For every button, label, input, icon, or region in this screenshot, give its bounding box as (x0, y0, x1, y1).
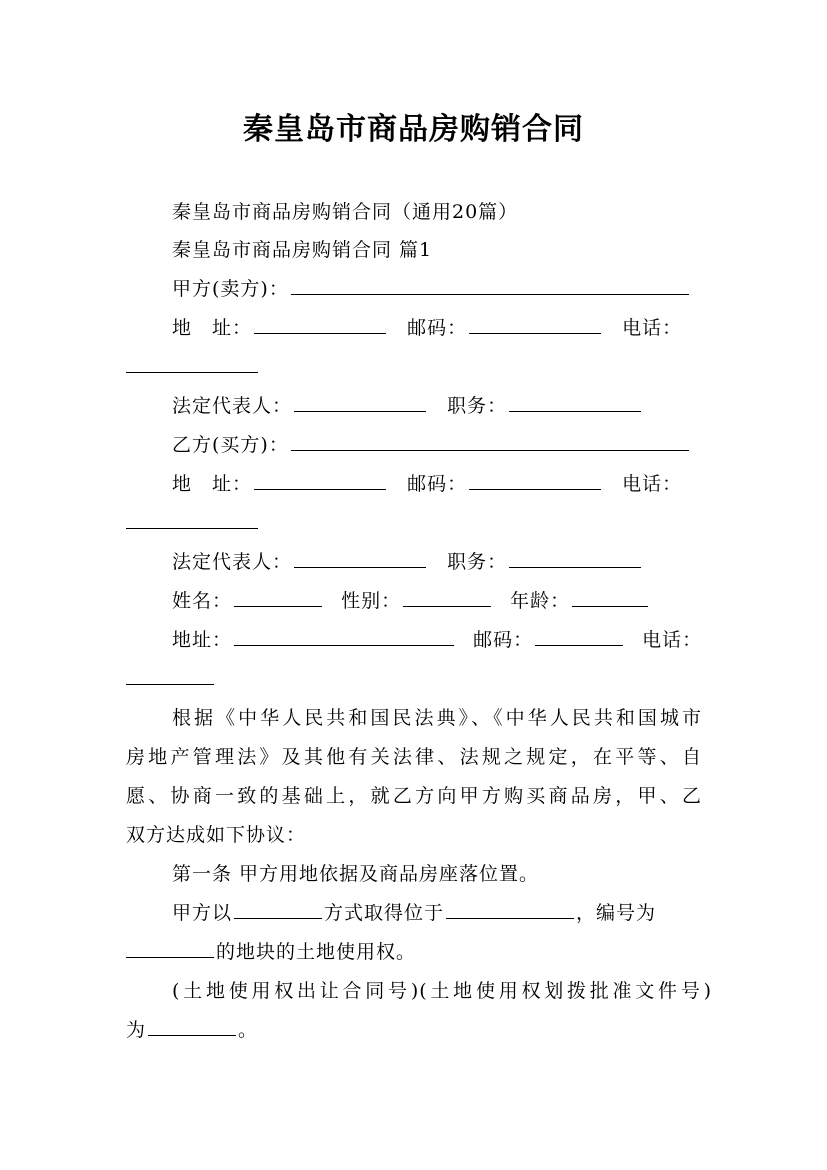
plot-number-field[interactable] (126, 935, 214, 958)
party-b-legal-rep-field[interactable] (294, 545, 426, 568)
party-b-row (172, 426, 752, 465)
contract-number-field[interactable] (148, 1013, 236, 1036)
party-b-position-label: 职务： (447, 551, 508, 573)
preamble-line-1: 根据《中华人民共和国民法典》、《中华人民共和国城市 (172, 707, 702, 729)
party-a-legal-rep-row (172, 387, 752, 426)
article-1-text-f: 。 (238, 1019, 259, 1041)
party-a-phone-field[interactable] (126, 350, 258, 373)
party-a-address-field[interactable] (254, 311, 386, 334)
party-a-address-label: 地 址： (172, 317, 253, 339)
article-1-line-2 (126, 933, 706, 972)
preamble-line-4: 双方达成如下协议： (126, 824, 307, 846)
article-1-line-4 (126, 1011, 706, 1050)
party-b-name-label: 姓名： (172, 590, 233, 612)
article-1-text-d: 的地块的土地使用权。 (216, 941, 417, 963)
party-b-phone2-label: 电话： (642, 629, 703, 651)
article-1-line-3: (土地使用权出让合同号)(土地使用权划拨批准文件号) (172, 980, 712, 1002)
party-b-age-field[interactable] (572, 584, 648, 607)
document-title: 秦皇岛市商品房购销合同 (243, 112, 584, 147)
party-b-phone-field[interactable] (126, 506, 258, 529)
article-1-text-e: 为 (126, 1019, 147, 1041)
section-title: 秦皇岛市商品房购销合同 篇1 (172, 239, 433, 261)
party-a-position-label: 职务： (447, 395, 508, 417)
party-b-address-row (172, 465, 752, 504)
party-b-gender-field[interactable] (403, 584, 491, 607)
party-b-age-label: 年龄： (510, 590, 571, 612)
party-b-address-label: 地 址： (172, 473, 253, 495)
party-b-postcode-field[interactable] (469, 467, 601, 490)
preamble-line-2: 房地产管理法》及其他有关法律、法规之规定，在平等、自 (126, 746, 702, 768)
party-b-phone2-row (126, 660, 706, 699)
party-a-label: 甲方(卖方)： (172, 278, 289, 300)
party-b-address-field[interactable] (254, 467, 386, 490)
party-b-label: 乙方(买方)： (172, 434, 289, 456)
party-a-postcode-label: 邮码： (407, 317, 468, 339)
article-1-line-1 (172, 894, 702, 933)
party-b-postcode2-label: 邮码： (473, 629, 534, 651)
party-b-phone-row (126, 504, 706, 543)
party-a-position-field[interactable] (509, 389, 641, 412)
party-b-phone2-field[interactable] (126, 662, 214, 685)
party-a-address-row (172, 309, 752, 348)
article-1-text-b: 方式取得位于 (324, 902, 445, 924)
party-b-phone-label: 电话： (622, 473, 683, 495)
party-a-legal-rep-label: 法定代表人： (172, 395, 293, 417)
preamble-line-3: 愿、协商一致的基础上，就乙方向甲方购买商品房，甲、乙 (126, 785, 702, 807)
party-b-personal-row (172, 582, 752, 621)
party-a-phone-row (126, 348, 706, 387)
article-1-text-c: ，编号为 (576, 902, 657, 924)
party-b-address2-row (172, 621, 752, 660)
party-b-legal-rep-row (172, 543, 752, 582)
party-b-postcode-label: 邮码： (407, 473, 468, 495)
party-b-position-field[interactable] (509, 545, 641, 568)
party-b-legal-rep-label: 法定代表人： (172, 551, 293, 573)
acquisition-method-field[interactable] (234, 896, 322, 919)
party-b-gender-label: 性别： (341, 590, 402, 612)
party-a-phone-label: 电话： (622, 317, 683, 339)
party-a-name-field[interactable] (291, 272, 689, 295)
party-a-postcode-field[interactable] (469, 311, 601, 334)
party-a-legal-rep-field[interactable] (294, 389, 426, 412)
party-b-postcode2-field[interactable] (535, 623, 623, 646)
party-b-address2-label: 地址： (172, 629, 233, 651)
party-b-address2-field[interactable] (234, 623, 454, 646)
party-b-name-field[interactable] (291, 428, 689, 451)
subtitle: 秦皇岛市商品房购销合同（通用20篇） (172, 201, 519, 223)
party-a-row (172, 270, 752, 309)
article-1-title: 第一条 甲方用地依据及商品房座落位置。 (172, 863, 540, 885)
location-field[interactable] (446, 896, 574, 919)
party-b-person-name-field[interactable] (234, 584, 322, 607)
article-1-text-a: 甲方以 (172, 902, 233, 924)
